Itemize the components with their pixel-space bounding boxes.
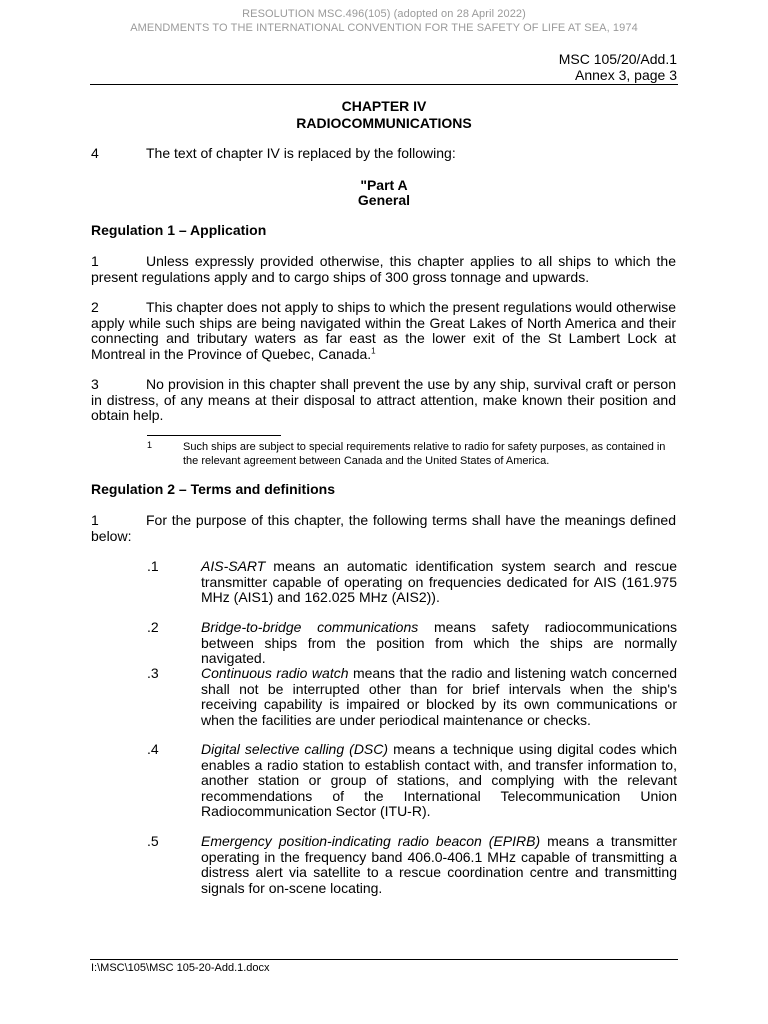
reg1-paragraph-2 [91, 300, 676, 362]
amendments-header: AMENDMENTS TO THE INTERNATIONAL CONVENTION FOR THE SAFETY OF LIFE AT SEA, 1974 [130, 22, 638, 34]
paragraph-text: For the purpose of this chapter, the following terms shall have the meanings defined below: [91, 512, 676, 544]
paragraph-number: 3 [91, 376, 99, 392]
definition-text: means a technique using digital codes which enables a radio station to establish contact with, and transfer information to, another station or group of stations, and complying with the relevant recommendations of the International Telecommunication Union Radiocommunication Sector (ITU-R). [201, 741, 677, 819]
intro-paragraph [91, 146, 676, 162]
paragraph-text: Unless expressly provided otherwise, this chapter applies to all ships to which the present regulations apply and to cargo ships of 300 gross tonnage and upwards. [91, 253, 676, 285]
regulation-1-heading: Regulation 1 – Application [91, 222, 267, 238]
footnote-reference: 1 [371, 345, 376, 355]
defined-term: Bridge-to-bridge communications [201, 619, 419, 635]
doc-reference: MSC 105/20/Add.1 [558, 51, 677, 67]
regulation-2-heading: Regulation 2 – Terms and definitions [91, 481, 335, 497]
definition-text: means that the radio and listening watch concerned shall not be interrupted other than for brief intervals when the ship's receiving capability is impaired or blocked by its own communications or when the facilities are under periodical maintenance or checks. [201, 665, 677, 728]
defined-term: Digital selective calling (DSC) [201, 741, 389, 757]
paragraph-number: 2 [91, 299, 99, 315]
paragraph-text: No provision in this chapter shall prevent the use by any ship, survival craft or person in distress, of any means at their disposal to attract attention, make known their position and obtain help. [91, 376, 676, 423]
item-text [201, 620, 677, 667]
file-path: I:\MSC\105\MSC 105-20-Add.1.docx [91, 962, 270, 974]
resolution-header: RESOLUTION MSC.496(105) (adopted on 28 April 2022) [242, 8, 526, 20]
definition-text: means safety radiocommunications between ships from the position from which the ships are normally navigated. [201, 619, 677, 666]
footer-rule [90, 959, 678, 960]
header-rule [90, 84, 678, 85]
item-text [201, 834, 677, 896]
item-text [201, 559, 677, 606]
reg1-paragraph-1 [91, 254, 676, 285]
item-number: .2 [147, 619, 159, 635]
item-number: .3 [147, 665, 159, 681]
footnote-separator [147, 435, 281, 436]
item-number: .4 [147, 741, 159, 757]
item-number: .5 [147, 833, 159, 849]
item-text [201, 666, 677, 728]
intro-number: 4 [91, 145, 99, 161]
part-label: "Part A [360, 177, 408, 193]
definition-text: means a transmitter operating in the frequency band 406.0-406.1 MHz capable of transmitting a distress alert via satellite to a rescue coordination centre and transmitting signals for on-scene locating. [201, 833, 677, 896]
part-title: General [357, 192, 411, 208]
chapter-title: RADIOCOMMUNICATIONS [296, 115, 472, 131]
item-text [201, 742, 677, 820]
reg2-paragraph-1 [91, 513, 676, 544]
footnote [147, 440, 672, 468]
annex-page: Annex 3, page 3 [575, 67, 677, 83]
defined-term: Continuous radio watch [201, 665, 349, 681]
paragraph-number: 1 [91, 253, 99, 269]
paragraph-number: 1 [91, 512, 99, 528]
intro-text: The text of chapter IV is replaced by the following: [146, 145, 456, 161]
footnote-text: Such ships are subject to special requirements relative to radio for safety purposes, as contained in the relevant agreement between Canada and the United States of America. [183, 441, 666, 467]
paragraph-text: This chapter does not apply to ships to which the present regulations would otherwise apply while such ships are being navigated within the Great Lakes of North America and their connecting and tributary waters as far east as the lower exit of the St Lambert Lock at Montreal in the Province of Quebec, Canada. [91, 299, 676, 362]
defined-term: Emergency position-indicating radio beacon (EPIRB) [201, 833, 541, 849]
reg1-paragraph-3 [91, 377, 676, 424]
chapter-number: CHAPTER IV [341, 98, 427, 114]
item-number: .1 [147, 558, 159, 574]
definition-text: means an automatic identification system search and rescue transmitter capable of operating on frequencies dedicated for AIS (161.975 MHz (AIS1) and 162.025 MHz (AIS2)). [201, 558, 677, 605]
footnote-mark: 1 [147, 440, 153, 450]
defined-term: AIS-SART [201, 558, 266, 574]
